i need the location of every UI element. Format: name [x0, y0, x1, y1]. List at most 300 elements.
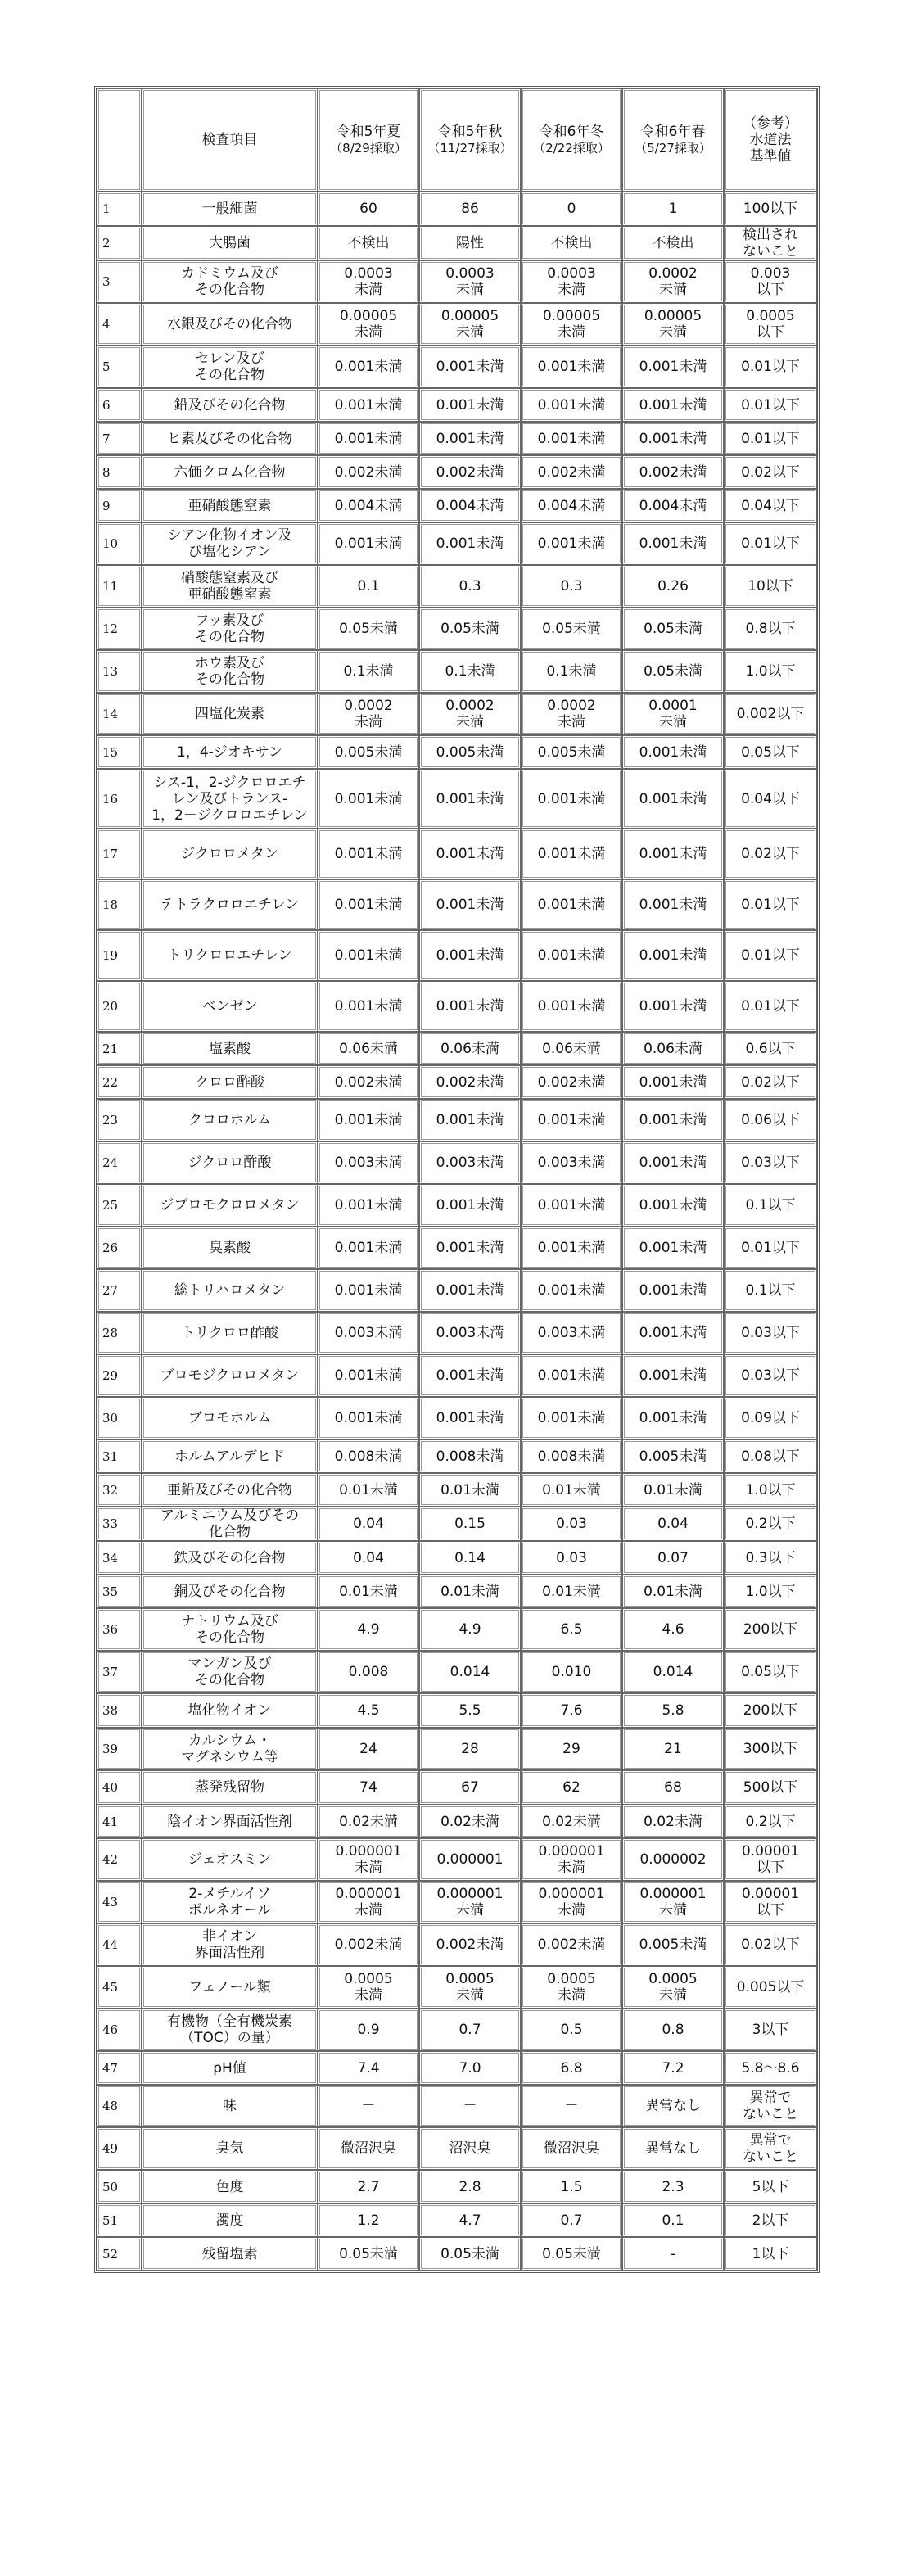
- row-value-col-4: [622, 1923, 724, 1966]
- header-col-3: [521, 88, 622, 192]
- row-value-col-2: [419, 388, 521, 422]
- row-value-col-2-text: 0.15: [454, 1516, 486, 1532]
- header-number-cell: [97, 88, 142, 192]
- row-value-col-1: [318, 879, 419, 930]
- row-standard: [724, 1838, 817, 1881]
- row-standard: [724, 1507, 817, 1541]
- table-row: [97, 1439, 817, 1473]
- row-value-col-4-text: 0.001未満: [639, 1282, 707, 1299]
- row-item-name-text: アルミニウム及びその 化合物: [160, 1507, 300, 1540]
- row-standard: [724, 879, 817, 930]
- row-value-col-2-text: －: [463, 2098, 477, 2114]
- row-value-col-3-text: 微沼沢臭: [544, 2140, 599, 2157]
- row-number: [97, 1269, 142, 1312]
- row-item-name-text: 蒸発残留物: [195, 1779, 264, 1796]
- row-value-col-2-text: 0.001未満: [436, 1197, 504, 1213]
- row-value-col-4: [622, 1881, 724, 1923]
- table-row: [97, 489, 817, 522]
- row-standard: [724, 1269, 817, 1312]
- row-standard: [724, 1032, 817, 1065]
- row-value-col-3-text: 0.001未満: [537, 430, 606, 447]
- row-value-col-3-text: 0.003未満: [537, 1325, 606, 1341]
- row-value-col-2-text: 5.5: [458, 1702, 481, 1719]
- row-value-col-1-text: 0.1: [357, 578, 380, 594]
- row-item-name: [142, 1354, 318, 1397]
- row-number-text: 43: [102, 1895, 119, 1909]
- row-value-col-1: [318, 388, 419, 422]
- header-item: 検査項目: [142, 88, 318, 192]
- row-value-col-3-text: 0.03: [556, 1549, 587, 1566]
- table-row: [97, 1354, 817, 1397]
- row-standard-text: 0.005以下: [736, 1979, 805, 1995]
- table-row: [97, 1770, 817, 1805]
- row-value-col-2: [419, 1507, 521, 1541]
- table-row: [97, 1608, 817, 1651]
- row-item-name: [142, 930, 318, 981]
- row-number-text: 25: [102, 1198, 119, 1213]
- row-value-col-2-text: 2.8: [458, 2178, 481, 2195]
- row-value-col-3: [521, 2085, 622, 2127]
- row-value-col-2-text: 0.014: [449, 1664, 490, 1680]
- row-value-col-1: [318, 489, 419, 522]
- row-number-text: 37: [102, 1665, 119, 1679]
- row-value-col-3-text: 0.001未満: [537, 536, 606, 552]
- row-item-name: [142, 388, 318, 422]
- row-standard: [724, 346, 817, 388]
- row-value-col-2-text: 0.05未満: [440, 621, 499, 637]
- row-standard-text: 異常で ないこと: [743, 2132, 798, 2165]
- row-value-col-2: [419, 1881, 521, 1923]
- row-item-name: [142, 981, 318, 1032]
- table-row: [97, 1141, 817, 1184]
- row-value-col-3: [521, 565, 622, 608]
- row-value-col-2-text: 28: [461, 1741, 479, 1757]
- row-item-name: [142, 1312, 318, 1354]
- table-row: [97, 1966, 817, 2009]
- row-value-col-3: [521, 1184, 622, 1227]
- row-standard-text: 0.03以下: [741, 1325, 800, 1341]
- row-value-col-1-text: 0.01未満: [339, 1583, 398, 1600]
- table-row: [97, 2009, 817, 2051]
- row-value-col-2-text: 0.01未満: [440, 1583, 499, 1600]
- row-item-name: [142, 1728, 318, 1770]
- row-value-col-1-text: 0.004未満: [334, 497, 403, 514]
- row-value-col-1: [318, 1397, 419, 1439]
- row-value-col-4: [622, 1728, 724, 1770]
- row-value-col-3-text: 0.004未満: [537, 497, 606, 514]
- row-value-col-3-text: 0.001未満: [537, 998, 606, 1015]
- row-value-col-3: [521, 1966, 622, 2009]
- row-value-col-2: [419, 930, 521, 981]
- row-value-col-3: [521, 1770, 622, 1805]
- row-item-name-text: カドミウム及び その化合物: [181, 265, 278, 298]
- row-value-col-3-text: 0.0005 未満: [547, 1971, 596, 2004]
- row-standard: [724, 1141, 817, 1184]
- row-standard-text: 0.05以下: [741, 743, 800, 761]
- row-value-col-2-text: 陽性: [456, 235, 484, 251]
- row-value-col-2-text: 0.001未満: [436, 998, 504, 1015]
- row-number: [97, 303, 142, 346]
- row-value-col-1-text: 24: [359, 1741, 377, 1757]
- row-value-col-3: [521, 1923, 622, 1966]
- row-value-col-2-text: 0.001未満: [436, 396, 504, 414]
- row-number: [97, 1141, 142, 1184]
- row-value-col-3-text: 0.3: [560, 578, 583, 594]
- row-number: [97, 489, 142, 522]
- row-value-col-1: [318, 1966, 419, 2009]
- row-value-col-2: [419, 1728, 521, 1770]
- row-value-col-3: [521, 2127, 622, 2170]
- row-value-col-3-text: 0.001未満: [537, 947, 606, 964]
- row-value-col-2: [419, 2051, 521, 2085]
- row-value-col-3: [521, 1541, 622, 1575]
- row-value-col-1-text: 0.001未満: [334, 947, 403, 964]
- row-number: [97, 1728, 142, 1770]
- row-value-col-1-text: 0.001未満: [334, 430, 403, 447]
- row-value-col-4-text: 0.01未満: [644, 1583, 702, 1600]
- row-value-col-4-text: 2.3: [662, 2178, 684, 2195]
- row-value-col-2: [419, 829, 521, 879]
- row-value-col-3: [521, 1805, 622, 1838]
- row-number-text: 18: [102, 897, 119, 912]
- row-item-name-text: 濁度: [215, 2212, 244, 2229]
- row-value-col-3: [521, 879, 622, 930]
- row-value-col-4: [622, 735, 724, 769]
- row-number-text: 31: [102, 1448, 119, 1464]
- row-standard-text: 0.002以下: [736, 706, 805, 722]
- row-item-name: [142, 1575, 318, 1608]
- row-value-col-2-text: 0.001未満: [436, 536, 504, 552]
- row-value-col-1-text: 0.001未満: [334, 998, 403, 1015]
- row-standard-text: 異常で ないこと: [743, 2090, 798, 2122]
- row-standard-text: 0.00001 以下: [741, 1886, 800, 1918]
- row-value-col-3-text: 0.001未満: [537, 1410, 606, 1426]
- row-value-col-1: [318, 346, 419, 388]
- row-value-col-1-text: 0.001未満: [334, 897, 403, 913]
- row-number-text: 26: [102, 1241, 119, 1255]
- row-value-col-2-text: 0.001未満: [436, 1282, 504, 1299]
- row-value-col-1: [318, 226, 419, 260]
- row-standard-text: 0.02以下: [741, 1073, 800, 1091]
- row-value-col-3: [521, 1065, 622, 1099]
- row-value-col-1-text: 0.9: [357, 2022, 380, 2038]
- row-value-col-3-text: 0.01未満: [542, 1481, 601, 1498]
- row-value-col-3: [521, 2170, 622, 2203]
- row-value-col-1: [318, 303, 419, 346]
- row-value-col-2-text: 0.003未満: [436, 1325, 504, 1341]
- row-item-name-text: ジブロモクロロメタン: [160, 1197, 300, 1213]
- row-item-name: [142, 1507, 318, 1541]
- row-standard-text: 0.01以下: [741, 536, 800, 552]
- row-value-col-4: [622, 1507, 724, 1541]
- row-number-text: 8: [102, 464, 111, 480]
- row-value-col-4-text: 0.26: [657, 578, 689, 594]
- table-header-row: [97, 88, 817, 192]
- row-standard-text: 0.1以下: [745, 1282, 796, 1299]
- row-value-col-1: [318, 455, 419, 489]
- row-value-col-1: [318, 1032, 419, 1065]
- row-value-col-2-text: 7.0: [458, 2059, 481, 2077]
- row-item-name-text: 残留塩素: [201, 2245, 258, 2262]
- row-value-col-2-text: 0.02未満: [440, 1813, 499, 1830]
- row-standard: [724, 565, 817, 608]
- table-row: [97, 1923, 817, 1966]
- row-value-col-1-text: 0.000001 未満: [335, 1886, 402, 1918]
- row-value-col-4-text: 0.07: [657, 1549, 689, 1566]
- row-value-col-1: [318, 1312, 419, 1354]
- row-standard-text: 0.3以下: [745, 1549, 796, 1566]
- row-value-col-2-text: 0.000001 未満: [436, 1886, 504, 1918]
- row-value-col-4-text: 0.001未満: [639, 846, 707, 862]
- row-item-name-text: 陰イオン界面活性剤: [167, 1813, 292, 1830]
- row-number: [97, 650, 142, 693]
- row-value-col-3-text: 0.002未満: [537, 1073, 606, 1091]
- row-value-col-4-text: 7.2: [662, 2059, 684, 2077]
- row-value-col-3: [521, 735, 622, 769]
- row-value-col-2: [419, 1693, 521, 1728]
- row-item-name: [142, 1805, 318, 1838]
- row-number: [97, 981, 142, 1032]
- row-number-text: 21: [102, 1041, 119, 1056]
- row-item-name: [142, 693, 318, 735]
- row-value-col-3: [521, 650, 622, 693]
- row-value-col-3-text: 0.0002 未満: [547, 698, 596, 730]
- row-value-col-4: [622, 388, 724, 422]
- row-value-col-4-text: 0.000001 未満: [639, 1886, 707, 1918]
- row-value-col-4-text: 0.005未満: [639, 1937, 707, 1953]
- row-standard-text: 0.02以下: [741, 1937, 800, 1953]
- row-value-col-2-text: 0.002未満: [436, 1073, 504, 1091]
- row-value-col-1-text: 0.00005 未満: [339, 308, 398, 341]
- row-value-col-4-text: 5.8: [662, 1702, 684, 1719]
- row-item-name: [142, 260, 318, 303]
- row-number-text: 24: [102, 1155, 119, 1170]
- row-standard-text: 0.8以下: [745, 621, 796, 637]
- row-standard-text: 500以下: [743, 1779, 798, 1796]
- row-item-name-text: マンガン及び その化合物: [187, 1656, 272, 1688]
- row-item-name: [142, 346, 318, 388]
- row-number-text: 7: [102, 431, 111, 446]
- row-standard: [724, 1608, 817, 1651]
- row-value-col-3: [521, 1032, 622, 1065]
- row-value-col-1: [318, 608, 419, 650]
- row-value-col-4: [622, 455, 724, 489]
- row-item-name-text: 2-メチルイソ ボルネオール: [187, 1886, 272, 1918]
- row-value-col-2: [419, 1397, 521, 1439]
- row-value-col-4: [622, 2237, 724, 2271]
- row-value-col-3-text: 0.001未満: [537, 846, 606, 862]
- row-number-text: 32: [102, 1482, 119, 1498]
- row-item-name: [142, 1439, 318, 1473]
- row-number-text: 13: [102, 664, 119, 679]
- table-row: [97, 1099, 817, 1141]
- row-item-name: [142, 1541, 318, 1575]
- header-col-4-line2: （5/27採取）: [635, 141, 711, 156]
- row-value-col-4: [622, 226, 724, 260]
- table-row: [97, 930, 817, 981]
- table-row: [97, 735, 817, 769]
- row-value-col-2: [419, 735, 521, 769]
- row-value-col-3-text: 0.001未満: [537, 1367, 606, 1384]
- row-value-col-4-text: 0.001未満: [639, 1155, 707, 1171]
- row-standard-text: 0.03以下: [741, 1155, 800, 1171]
- row-standard: [724, 1575, 817, 1608]
- row-value-col-1: [318, 2051, 419, 2085]
- row-number-text: 27: [102, 1283, 119, 1298]
- table-row: [97, 455, 817, 489]
- row-number-text: 23: [102, 1113, 119, 1128]
- row-value-col-4-text: 0.0001 未満: [648, 698, 698, 730]
- row-value-col-1: [318, 1473, 419, 1507]
- row-value-col-1-text: 4.5: [357, 1702, 380, 1719]
- row-standard-text: 0.003 以下: [750, 265, 791, 298]
- table-row: [97, 608, 817, 650]
- row-value-col-2-text: 0.001未満: [436, 1367, 504, 1384]
- row-number: [97, 2085, 142, 2127]
- row-value-col-1-text: 0.003未満: [334, 1325, 403, 1341]
- row-value-col-4: [622, 2170, 724, 2203]
- table-row: [97, 2127, 817, 2170]
- row-item-name: [142, 1608, 318, 1651]
- row-value-col-4-text: 21: [664, 1741, 682, 1757]
- row-item-name-text: 大腸菌: [209, 235, 251, 251]
- row-value-col-1-text: 0.002未満: [334, 1937, 403, 1953]
- row-value-col-3: [521, 829, 622, 879]
- row-value-col-4: [622, 565, 724, 608]
- row-number-text: 15: [102, 744, 119, 760]
- row-value-col-2-text: 0.06未満: [440, 1040, 499, 1057]
- row-value-col-3: [521, 1473, 622, 1507]
- row-value-col-4-text: 0.001未満: [639, 1367, 707, 1384]
- row-number-text: 35: [102, 1584, 119, 1599]
- row-value-col-3-text: 0.05未満: [542, 621, 601, 637]
- row-standard: [724, 1354, 817, 1397]
- row-number-text: 47: [102, 2060, 119, 2076]
- row-value-col-1-text: 0.001未満: [334, 790, 403, 807]
- row-item-name-text: 鉛及びその化合物: [174, 396, 286, 414]
- row-number: [97, 2127, 142, 2170]
- row-value-col-4-text: 0.001未満: [639, 536, 707, 552]
- row-value-col-1-text: 0.04: [353, 1516, 384, 1532]
- row-value-col-1: [318, 1805, 419, 1838]
- row-value-col-4-text: 0.001未満: [639, 1240, 707, 1256]
- row-value-col-1: [318, 829, 419, 879]
- row-number: [97, 1966, 142, 2009]
- row-item-name: [142, 192, 318, 226]
- row-value-col-1-text: 0.001未満: [334, 1197, 403, 1213]
- row-item-name-text: 亜硝酸態窒素: [187, 497, 272, 514]
- row-value-col-4: [622, 1032, 724, 1065]
- row-number: [97, 522, 142, 565]
- header-col-2-line1: 令和5年秋: [437, 124, 503, 140]
- row-number: [97, 829, 142, 879]
- row-standard-text: 1.0以下: [745, 663, 796, 680]
- row-value-col-2: [419, 1065, 521, 1099]
- row-item-name: [142, 2127, 318, 2170]
- row-standard-text: 1.0以下: [745, 1583, 796, 1600]
- row-value-col-3-text: 0.05未満: [542, 2245, 601, 2262]
- row-standard-text: 0.6以下: [745, 1040, 796, 1057]
- row-value-col-1-text: 0.001未満: [334, 1410, 403, 1426]
- row-value-col-2: [419, 1312, 521, 1354]
- row-standard: [724, 303, 817, 346]
- row-value-col-4: [622, 1770, 724, 1805]
- row-value-col-3-text: 0.001未満: [537, 1197, 606, 1213]
- row-number: [97, 1838, 142, 1881]
- row-value-col-4: [622, 192, 724, 226]
- row-value-col-2: [419, 1354, 521, 1397]
- row-number: [97, 1439, 142, 1473]
- table-row: [97, 1065, 817, 1099]
- row-number: [97, 1693, 142, 1728]
- row-standard: [724, 1651, 817, 1693]
- row-standard: [724, 1541, 817, 1575]
- row-number: [97, 1608, 142, 1651]
- row-value-col-4: [622, 2203, 724, 2237]
- row-number: [97, 693, 142, 735]
- row-value-col-2-text: 0.000001: [436, 1851, 504, 1868]
- row-item-name-text: 有機物（全有機炭素 （TOC）の量）: [167, 2013, 292, 2046]
- row-standard-text: 5.8～8.6: [741, 2059, 800, 2077]
- row-value-col-2: [419, 2085, 521, 2127]
- row-value-col-1: [318, 1651, 419, 1693]
- row-value-col-4-text: 0.001未満: [639, 743, 707, 761]
- row-standard: [724, 522, 817, 565]
- row-number: [97, 192, 142, 226]
- row-number: [97, 565, 142, 608]
- row-value-col-3: [521, 1312, 622, 1354]
- row-value-col-4-text: 0.001未満: [639, 947, 707, 964]
- row-value-col-4-text: 0.00005 未満: [644, 308, 702, 341]
- row-value-col-2: [419, 1032, 521, 1065]
- header-col-2-line2: （11/27採取）: [427, 141, 513, 156]
- row-number: [97, 2170, 142, 2203]
- row-value-col-3-text: 0.001未満: [537, 396, 606, 414]
- row-standard-text: 0.08以下: [741, 1448, 800, 1465]
- row-value-col-2-text: 0.002未満: [436, 463, 504, 481]
- table-row: [97, 1312, 817, 1354]
- row-standard-text: 0.2以下: [745, 1516, 796, 1532]
- row-item-name: [142, 1473, 318, 1507]
- row-standard: [724, 388, 817, 422]
- row-number: [97, 388, 142, 422]
- row-value-col-4-text: 0.001未満: [639, 897, 707, 913]
- row-value-col-1-text: 0.002未満: [334, 463, 403, 481]
- row-value-col-2-text: 0.001未満: [436, 947, 504, 964]
- row-item-name-text: ブロモジクロロメタン: [160, 1367, 300, 1384]
- row-item-name: [142, 1397, 318, 1439]
- row-item-name: [142, 1770, 318, 1805]
- row-value-col-2: [419, 522, 521, 565]
- row-value-col-3-text: 0.001未満: [537, 1282, 606, 1299]
- row-value-col-1: [318, 1770, 419, 1805]
- table-row: [97, 1651, 817, 1693]
- row-number: [97, 1881, 142, 1923]
- row-standard-text: 0.1以下: [745, 1197, 796, 1213]
- row-value-col-3: [521, 2051, 622, 2085]
- row-value-col-4: [622, 1269, 724, 1312]
- row-number-text: 11: [102, 579, 119, 594]
- row-standard-text: 0.04以下: [741, 790, 800, 807]
- row-standard: [724, 1439, 817, 1473]
- row-value-col-3: [521, 192, 622, 226]
- row-value-col-1: [318, 1141, 419, 1184]
- row-value-col-3: [521, 260, 622, 303]
- row-value-col-3: [521, 226, 622, 260]
- row-value-col-4: [622, 1065, 724, 1099]
- row-value-col-3: [521, 1608, 622, 1651]
- row-number-text: 30: [102, 1411, 119, 1426]
